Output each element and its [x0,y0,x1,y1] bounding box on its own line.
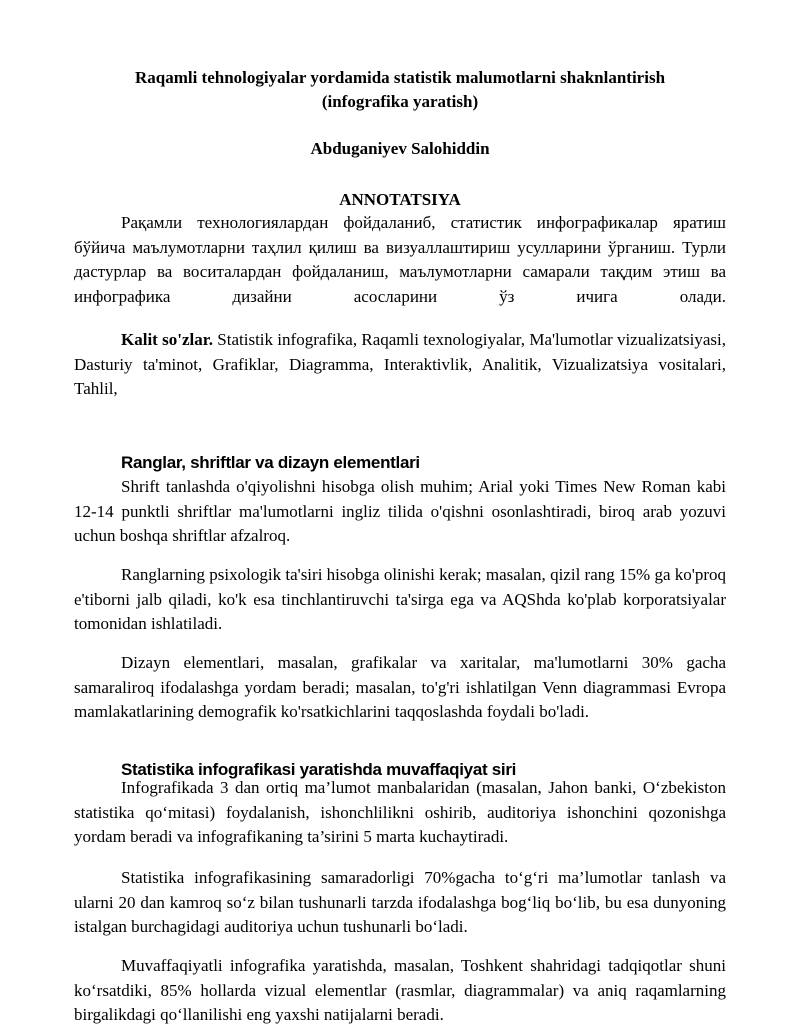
author-name: Abduganiyev Salohiddin [310,139,490,158]
section2-paragraph-1: Infografikada 3 dan ortiq ma’lumot manbalaridan (masalan, Jahon banki, O‘zbekiston statistika qo‘mitasi) foydalanish, ishonchlilikni oshirib, auditoriya ishonchini qozonishga yordam beradi va infografikaning ta’sirini 5 marta kuchaytiradi. [74,778,726,846]
section2-paragraph-2: Statistika infografikasining samaradorligi 70%gacha to‘g‘ri ma’lumotlar tanlash va ularni 20 dan kamroq so‘z bilan tushunarli tarzda ifodalashga bog‘liq bo‘lib, bu esa dunyoning istalgan burchagidagi auditoriya uchun tushunarli bo‘ladi. [74,868,726,936]
keywords-paragraph [74,328,726,402]
section2-paragraph-3: Muvaffaqiyatli infografika yaratishda, masalan, Toshkent shahridagi tadqiqotlar shuni ko‘rsatdiki, 85% hollarda vizual elementlar (rasmlar, diagrammalar) va aniq raqamlarning birgalikdagi qo‘llanilishi eng yaxshi natijalarni beradi. [74,956,726,1024]
section1-paragraph-3: Dizayn elementlari, masalan, grafikalar va xaritalar, ma'lumotlarni 30% gacha samaraliroq ifodalashga yordam beradi; masalan, to'g'ri ishlatilgan Venn diagrammasi Evropa mamlakatlarining demografik ko'rsatkichlarini taqqoslashda foydali bo'ladi. [74,653,726,721]
title-line-1: Raqamli tehnologiyalar yordamida statistik malumotlarni shaknlantirish [134,68,666,87]
keywords-label: Kalit so'zlar. [121,330,213,349]
annotation-heading: ANNOTATSIYA [339,190,461,209]
section1-paragraph-2: Ranglarning psixologik ta'siri hisobga olinishi kerak; masalan, qizil rang 15% ga ko'proq e'tiborni jalb qiladi, ko'k esa tinchlantiruvchi ta'sirga ega va AQShda ko'plab korporatsiyalar tomonidan ishlatiladi. [74,565,726,633]
title-line-2: (infografika yaratish) [321,92,479,111]
section-heading-success: Statistika infografikasi yaratishda muvaffaqiyat siri [121,760,517,779]
section-heading-design: Ranglar, shriftlar va dizayn elementlari [121,453,420,472]
keywords-text: Statistik infografika, Raqamli texnologiyalar, Ma'lumotlar vizualizatsiyasi, Dasturiy ta'minot, Grafiklar, Diagramma, Interaktivlik, Analitik, Vizualizatsiya vositalari, Tahlil, [74,330,726,398]
document-title [74,66,726,114]
section1-paragraph-1: Shrift tanlashda o'qiyolishni hisobga olish muhim; Arial yoki Times New Roman kabi 12-14 punktli shriftlar ma'lumotlarni ingliz tilida o'qishni osonlashtiradi, biroq arab yozuvi uchun boshqa shriftlar afzalroq. [74,477,726,545]
annotation-paragraph: Рақамли технологиялардан фойдаланиб, статистик инфографикалар яратиш бўйича маълумотларни таҳлил қилиш ва визуаллаштириш усулларини ўрганиш. Турли дастурлар ва воситалардан фойдаланиш, маълумотларни самарали тақдим этиш ва инфографика дизайни асосларини ўз ичига олади. [74,213,726,306]
